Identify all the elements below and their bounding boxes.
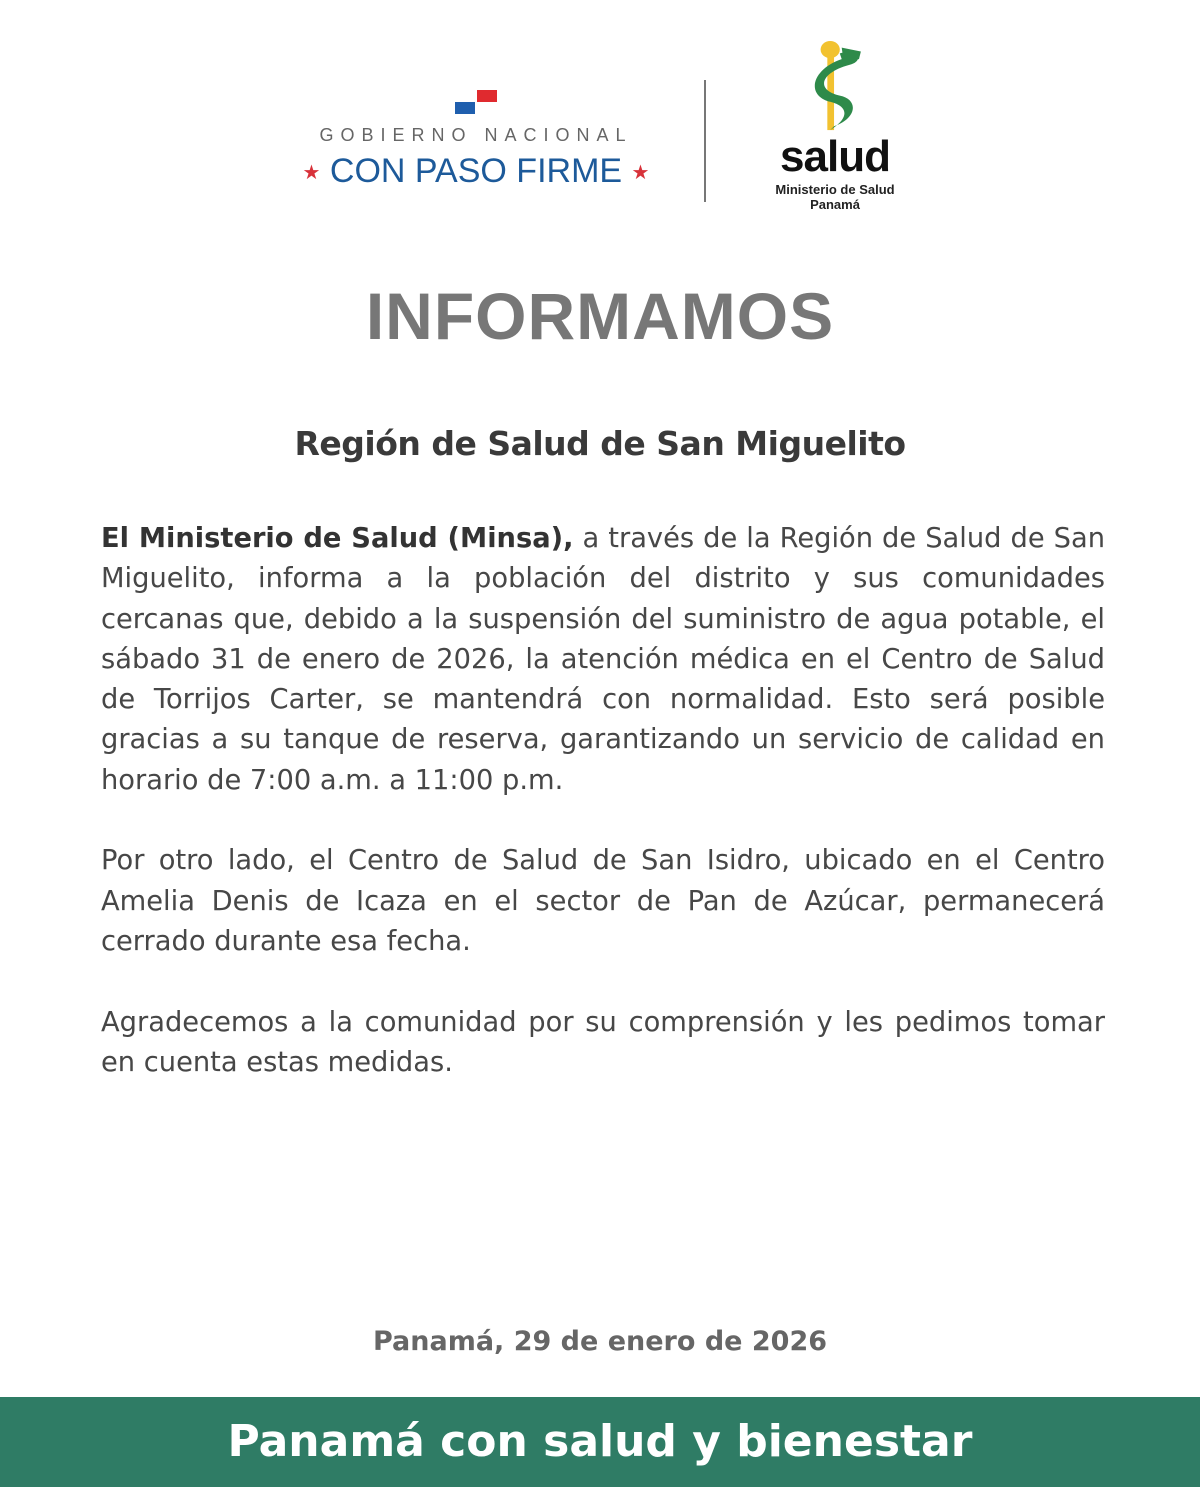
page-title: INFORMAMOS bbox=[365, 279, 835, 353]
footer-banner bbox=[0, 1397, 1200, 1487]
panama-flag-icon bbox=[455, 90, 499, 114]
star-icon: ★ bbox=[631, 162, 650, 185]
gobierno-nacional-text: GOBIERNO NACIONAL bbox=[319, 125, 633, 145]
serpent-staff-icon bbox=[800, 40, 870, 132]
paragraph-1 bbox=[101, 519, 1105, 801]
footer-slogan: Panamá con salud y bienestar bbox=[227, 1416, 973, 1467]
paragraph-2: Por otro lado, el Centro de Salud de San Isidro, ubicado en el Centro Amelia Denis de Icaza en el sector de Pan de Azúcar, permanecerá cerrado durante esa fecha. bbox=[101, 845, 1105, 957]
ministry-name: Ministerio de Salud bbox=[775, 182, 895, 197]
ministry-country: Panamá bbox=[810, 197, 860, 212]
star-icon: ★ bbox=[302, 162, 321, 185]
subtitle: Región de Salud de San Miguelito bbox=[294, 424, 906, 463]
salud-wordmark: salud bbox=[780, 132, 890, 181]
date-line: Panamá, 29 de enero de 2026 bbox=[372, 1326, 828, 1357]
header bbox=[0, 40, 1200, 210]
minsa-logo bbox=[755, 40, 915, 212]
paragraph-3: Agradecemos a la comunidad por su comprensión y les pedimos tomar en cuenta estas medidas. bbox=[101, 1006, 1105, 1078]
announcement-body bbox=[101, 519, 1105, 1123]
paragraph-1-text: a través de la Región de Salud de San Miguelito, informa a la población del distrito y sus comunidades cercanas que, debido a la suspensión del suministro de agua potable, el sábado 31 de enero de 2026, la atención médica en el Centro de Salud de Torrijos Carter, se mantendrá con normalidad. Esto será posible gracias a su tanque de reserva, garantizando un servicio de calidad en horario de 7:00 a.m. a 11:00 p.m. bbox=[101, 523, 1105, 796]
slogan: CON PASO FIRME bbox=[329, 152, 623, 190]
paragraph-1-lead: El Ministerio de Salud (Minsa), bbox=[101, 523, 574, 554]
logo-divider bbox=[704, 80, 706, 202]
con-paso-firme-text bbox=[280, 150, 672, 192]
